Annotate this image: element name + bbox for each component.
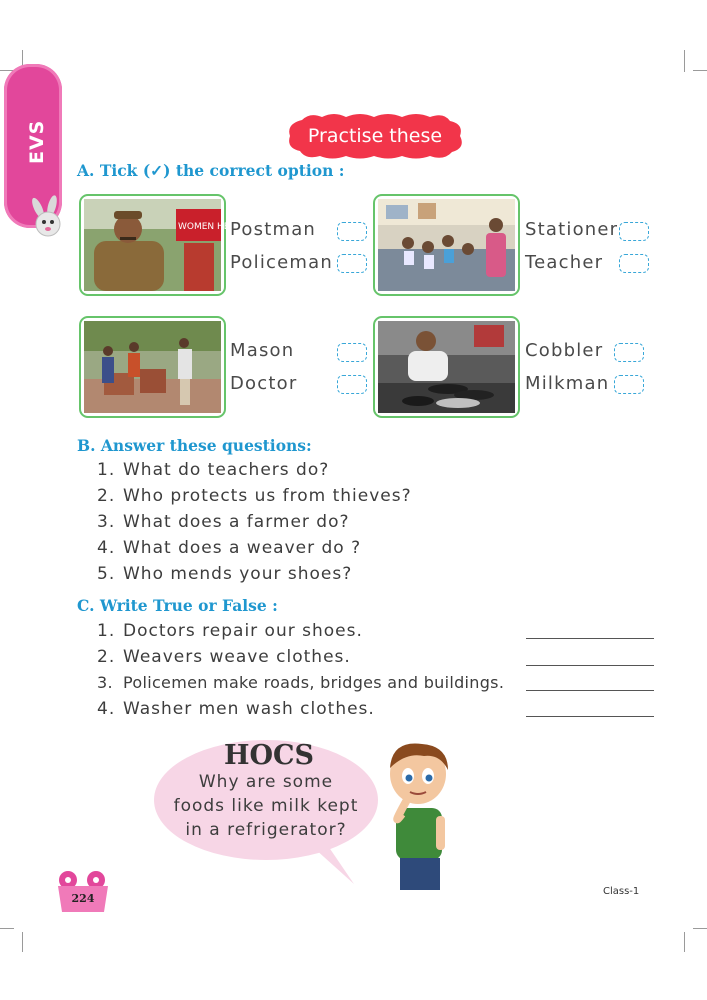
policeman-photo bbox=[79, 194, 230, 296]
crop-mark bbox=[684, 50, 685, 72]
option-postman: Postman bbox=[230, 219, 317, 240]
option-cobbler: Cobbler bbox=[525, 340, 604, 361]
crop-mark bbox=[693, 70, 707, 71]
crop-mark bbox=[684, 932, 685, 952]
cobbler-photo bbox=[373, 316, 520, 418]
practise-these-banner bbox=[284, 112, 466, 160]
section-a-heading: A. Tick (✓) the correct option : bbox=[77, 161, 345, 180]
section-c-heading: C. Write True or False : bbox=[77, 596, 278, 615]
checkbox-policeman[interactable] bbox=[337, 254, 367, 273]
hocs-title: HOCS bbox=[223, 740, 315, 771]
crop-mark bbox=[693, 928, 707, 929]
construction-photo bbox=[79, 316, 226, 418]
option-doctor: Doctor bbox=[230, 373, 298, 394]
class-label: Class-1 bbox=[603, 886, 640, 897]
checkbox-mason[interactable] bbox=[337, 343, 367, 362]
question-item: 2. Who protects us from thieves? bbox=[97, 486, 412, 506]
section-b-heading: B. Answer these questions: bbox=[77, 436, 312, 455]
question-item: 4. What does a weaver do ? bbox=[97, 538, 362, 558]
checkbox-postman[interactable] bbox=[337, 222, 367, 241]
checkbox-stationer[interactable] bbox=[619, 222, 649, 241]
option-stationer: Stationer bbox=[525, 219, 619, 240]
statement-item: 2. Weavers weave clothes. bbox=[97, 647, 351, 667]
svg-text:WOMEN HE: WOMEN HE bbox=[178, 222, 230, 232]
answer-blank[interactable] bbox=[526, 716, 654, 717]
evs-tab-label: EVS bbox=[26, 119, 48, 164]
crop-mark bbox=[0, 928, 14, 929]
question-item: 5. Who mends your shoes? bbox=[97, 564, 353, 584]
option-mason: Mason bbox=[230, 340, 295, 361]
statement-item: 3. Policemen make roads, bridges and buildings. bbox=[97, 673, 505, 692]
option-teacher: Teacher bbox=[525, 252, 604, 273]
classroom-photo bbox=[373, 194, 520, 296]
hocs-question-line: in a refrigerator? bbox=[185, 820, 347, 840]
answer-blank[interactable] bbox=[526, 638, 654, 639]
page-number: 224 bbox=[71, 892, 95, 905]
question-item: 3. What does a farmer do? bbox=[97, 512, 350, 532]
hocs-question-line: Why are some bbox=[198, 772, 334, 792]
banner-title: Practise these bbox=[307, 125, 443, 147]
crop-mark bbox=[22, 932, 23, 952]
checkbox-milkman[interactable] bbox=[614, 375, 644, 394]
checkbox-cobbler[interactable] bbox=[614, 343, 644, 362]
checkbox-doctor[interactable] bbox=[337, 375, 367, 394]
checkbox-teacher[interactable] bbox=[619, 254, 649, 273]
question-item: 1. What do teachers do? bbox=[97, 460, 330, 480]
option-policeman: Policeman bbox=[230, 252, 333, 273]
statement-item: 4. Washer men wash clothes. bbox=[97, 699, 375, 719]
statement-item: 1. Doctors repair our shoes. bbox=[97, 621, 363, 641]
answer-blank[interactable] bbox=[526, 690, 654, 691]
rabbit-mascot-icon bbox=[26, 196, 72, 242]
answer-blank[interactable] bbox=[526, 665, 654, 666]
option-milkman: Milkman bbox=[525, 373, 610, 394]
thinking-boy-icon bbox=[380, 740, 460, 892]
hocs-question-line: foods like milk kept bbox=[173, 796, 359, 816]
